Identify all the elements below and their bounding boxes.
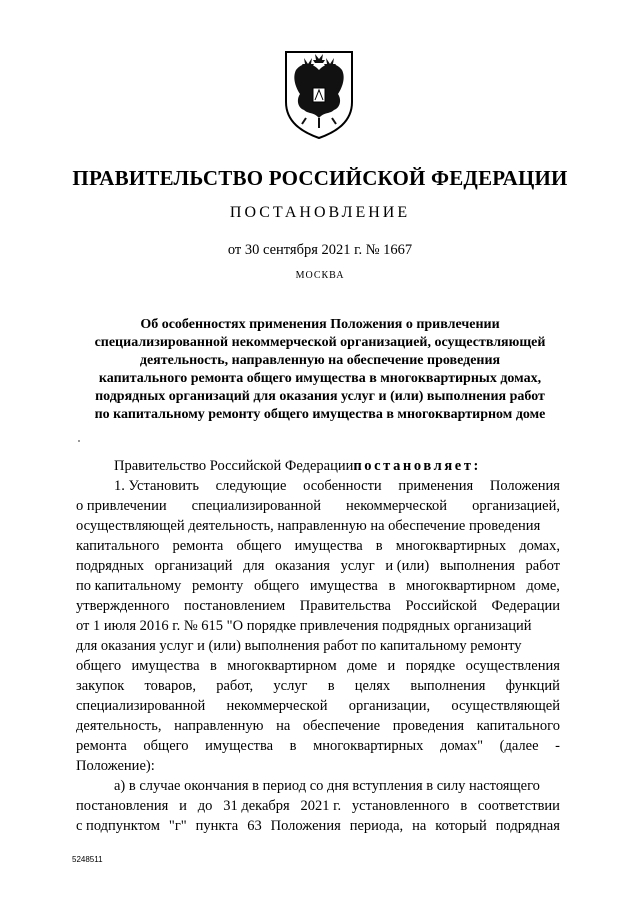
body-word: общего — [143, 738, 189, 754]
body-word: в — [460, 798, 468, 814]
body-word: порядке — [405, 658, 456, 674]
body-text-line — [76, 816, 560, 836]
body-word: услуг — [340, 558, 375, 574]
body-word: в — [289, 738, 297, 754]
body-word: Положение): — [76, 758, 155, 774]
body-word: на — [412, 818, 427, 834]
body-word: имущества — [131, 658, 200, 674]
body-word: оказания — [275, 558, 330, 574]
footer-document-code: 5248511 — [72, 855, 103, 864]
body-word: постановления — [76, 798, 169, 814]
body-word: постановлением — [184, 598, 286, 614]
body-word: капитального — [76, 538, 160, 554]
body-word: в — [209, 658, 217, 674]
body-word: осуществления — [465, 658, 560, 674]
body-word: в — [327, 678, 335, 694]
subject-line: специализированной некоммерческой организацией, осуществляющей — [94, 335, 546, 350]
body-text-line — [76, 716, 560, 736]
body-word: особенности — [303, 478, 382, 494]
body-word: выполнения — [439, 558, 515, 574]
body-word: и — [179, 798, 187, 814]
body-word: общего — [76, 658, 122, 674]
body-word: направленную — [174, 718, 264, 734]
body-word: который — [435, 818, 487, 834]
scan-speck — [78, 440, 80, 442]
body-word: некоммерческой — [346, 498, 448, 514]
body-word: по капитальному — [76, 578, 182, 594]
body-word: осуществляющей деятельность, направленную на обеспечение проведения — [76, 518, 541, 534]
body-word: периода, — [349, 818, 404, 834]
document-date-number: от 30 сентября 2021 г. № 1667 — [227, 242, 413, 258]
body-text-line — [76, 756, 560, 776]
body-word: некоммерческой — [226, 698, 328, 714]
document-body — [76, 456, 560, 836]
body-text-line — [76, 596, 560, 616]
body-word: специализированной — [76, 698, 206, 714]
body-word: доме — [347, 658, 378, 674]
subject-line: капитального ремонта общего имущества в многоквартирных домах, — [98, 371, 542, 386]
body-word: а) в случае окончания в период со дня вступления в силу настоящего — [114, 778, 540, 794]
body-word: для оказания услуг и (или) выполнения работ по капитальному ремонту — [76, 638, 522, 654]
body-word: услуг — [273, 678, 308, 694]
body-text-line — [76, 696, 560, 716]
body-word: (далее — [499, 738, 539, 754]
body-word: следующие — [215, 478, 287, 494]
body-word: в — [375, 538, 383, 554]
body-word: закупок — [76, 678, 125, 694]
body-word: "г" — [168, 818, 187, 834]
body-word: и — [387, 658, 396, 674]
body-word: подрядных — [76, 558, 145, 574]
body-word: установленного — [351, 798, 450, 814]
body-text-line — [76, 776, 560, 796]
body-word: общего — [254, 578, 300, 594]
body-word: многоквартирном — [227, 658, 337, 674]
body-word: многоквартирных — [313, 738, 424, 754]
body-word: подрядная — [495, 818, 560, 834]
intro-prefix: Правительство Российской Федерации — [114, 458, 354, 474]
body-word: многоквартирном — [406, 578, 516, 594]
body-word: до — [197, 798, 213, 814]
subject-line: по капитальному ремонту общего имущества в многоквартирном доме — [94, 407, 546, 422]
coat-of-arms-emblem — [282, 48, 356, 140]
body-word: доме, — [526, 578, 560, 594]
body-word: для — [243, 558, 265, 574]
body-word: организации, — [348, 698, 431, 714]
body-text-line — [76, 616, 560, 636]
body-word: выполнения — [410, 678, 486, 694]
body-word: специализированной — [191, 498, 321, 514]
body-word: и (или) — [385, 558, 430, 574]
body-word: о привлечении — [76, 498, 167, 514]
government-title: ПРАВИТЕЛЬСТВО РОССИЙСКОЙ ФЕДЕРАЦИИ — [72, 166, 568, 190]
body-word: ремонту — [192, 578, 244, 594]
body-text-line — [76, 496, 560, 516]
body-word: работ, — [216, 678, 254, 694]
body-word: имущества — [294, 538, 363, 554]
body-word: осуществляющей — [451, 698, 560, 714]
body-paragraph-a — [76, 776, 560, 836]
body-word: деятельность, — [76, 718, 162, 734]
intro-spaced-verb: постановляет: — [353, 458, 481, 474]
body-text-line — [76, 516, 560, 536]
body-text-line — [76, 676, 560, 696]
document-type: ПОСТАНОВЛЕНИЕ — [229, 204, 411, 221]
body-word: домах" — [440, 738, 484, 754]
subject-line: Об особенностях применения Положения о привлечении — [140, 317, 500, 332]
body-word: утвержденного — [76, 598, 170, 614]
body-word: в — [388, 578, 396, 594]
body-word: организацией, — [472, 498, 560, 514]
body-word: многоквартирных — [395, 538, 507, 554]
body-word: соответствии — [478, 798, 560, 814]
body-word: имущества — [309, 578, 378, 594]
body-word: пункта — [195, 818, 239, 834]
body-word: работ — [525, 558, 560, 574]
body-text-line — [76, 736, 560, 756]
body-word: 31 декабря — [223, 798, 290, 814]
body-word: имущества — [205, 738, 274, 754]
body-word: функций — [505, 678, 560, 694]
body-text-line — [76, 476, 560, 496]
body-word: 1. Установить — [114, 478, 199, 494]
body-word: организаций — [154, 558, 233, 574]
body-word: Положения — [270, 818, 341, 834]
body-word: Федерации — [491, 598, 560, 614]
body-text-line — [76, 636, 560, 656]
body-word: общего — [236, 538, 282, 554]
document-city: МОСКВА — [295, 270, 345, 281]
body-text-line — [76, 556, 560, 576]
body-word: - — [555, 738, 560, 754]
body-word: Правительства — [299, 598, 391, 614]
body-word: обеспечение — [302, 718, 381, 734]
body-word: домах, — [519, 538, 560, 554]
body-text-line — [76, 536, 560, 556]
body-word: ремонта — [76, 738, 127, 754]
body-word: от 1 июля 2016 г. № 615 "О порядке привлечения подрядных организаций — [76, 618, 532, 634]
body-word: 2021 г. — [300, 798, 342, 814]
body-word: на — [276, 718, 291, 734]
body-text-line — [76, 796, 560, 816]
body-word: применения — [398, 478, 474, 494]
body-word: Положения — [489, 478, 560, 494]
subject-line: подрядных организаций для оказания услуг и (или) выполнения работ — [95, 389, 545, 404]
body-text-line — [76, 576, 560, 596]
body-word: товаров, — [144, 678, 196, 694]
body-word: Российской — [405, 598, 477, 614]
body-text-line — [76, 656, 560, 676]
intro-line — [76, 456, 560, 476]
body-word: проведения — [392, 718, 464, 734]
body-word: целях — [354, 678, 391, 694]
body-word: ремонта — [172, 538, 224, 554]
body-word: капитального — [476, 718, 560, 734]
subject-line: деятельность, направленную на обеспечение проведения — [139, 353, 501, 368]
body-paragraph-1 — [76, 476, 560, 776]
body-word: 63 — [247, 818, 262, 834]
document-subject — [74, 316, 566, 424]
body-word: с подпунктом — [76, 818, 160, 834]
